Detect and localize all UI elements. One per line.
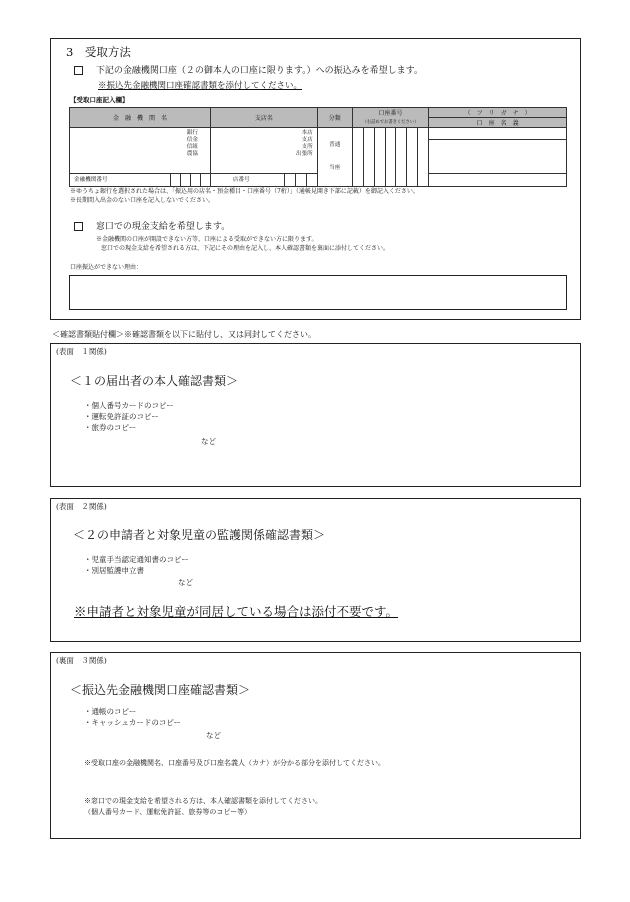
branch-type-3: 出張所	[295, 150, 313, 157]
option1-checkbox[interactable]	[74, 66, 83, 75]
option1-note: ※振込先金融機関口座確認書類を添付してください。	[98, 81, 303, 91]
account-digit[interactable]	[418, 128, 429, 187]
option2-note1: ※金融機関の口座が開設できない方等、口座による受取ができない方に限ります。	[96, 236, 318, 243]
box3-item: ・通帳のコピー	[84, 707, 137, 716]
box3-title: ＜振込先金融機関口座確認書類＞	[70, 683, 251, 697]
branch-code-digit[interactable]	[295, 174, 306, 186]
option1-label: 下記の金融機関口座（２の御本人の口座に限ります。）への振込みを希望します。	[95, 66, 423, 76]
branch-code-digit[interactable]	[306, 174, 317, 186]
type-header: 分類	[317, 108, 352, 128]
box2-emphasis: ※申請者と対象児童が同居している場合は添付不要です。	[74, 604, 399, 619]
branch-code-digit[interactable]	[284, 174, 295, 186]
note-yucho: ※ゆうちょ銀行を選択された場合は、「振込用の店名・預金種目・口座番号（7桁）」（通帳見開き下部に記載）を御記入ください。	[70, 188, 419, 195]
branch-code-label: 店番号	[232, 176, 250, 183]
branch-code-cell	[210, 174, 317, 187]
box2-label: (表面 ２関係)	[56, 502, 107, 511]
account-digit[interactable]	[385, 128, 396, 187]
box1-item: ・運転免許証のコピー	[84, 412, 159, 421]
account-no-note: （右詰めでお書きください）	[352, 118, 429, 128]
box3-note2: ※窓口での現金支給を希望される方は、本人確認書類を添付してください。	[84, 797, 322, 805]
type-cell[interactable]	[317, 128, 352, 187]
box1-item: ・個人番号カードのコピー	[84, 401, 174, 410]
furigana-header: （ フ リ ガ ナ ）	[429, 108, 567, 118]
box2-item: ・児童手当認定通知書のコピー	[84, 555, 189, 564]
option2-checkbox[interactable]	[74, 222, 83, 231]
reason-label: 口座振込ができない理由：	[70, 264, 143, 271]
box2-etc: など	[178, 578, 193, 587]
bank-code-cell	[70, 174, 211, 187]
box3-note1: ※受取口座の金融機関名、口座番号及び口座名義人（カナ）が分かる部分を添付してください。	[84, 759, 385, 767]
branch-type-0: 本店	[301, 130, 313, 136]
option1-row	[74, 66, 423, 77]
bank-code-digit[interactable]	[200, 174, 210, 186]
box1-etc: など	[201, 437, 216, 446]
box2-title: ＜２の申請者と対象児童の監護関係確認書類＞	[73, 528, 326, 542]
bank-type-0: 銀行	[186, 130, 198, 136]
bank-code-digit[interactable]	[180, 174, 190, 186]
table-title: 【受取口座記入欄】	[70, 96, 129, 104]
bank-name-cell[interactable]	[70, 128, 211, 174]
branch-name-cell[interactable]	[210, 128, 317, 174]
option2-row	[74, 222, 230, 233]
section3-title: 3 受取方法	[66, 45, 131, 59]
box1-label: (表面 １関係)	[56, 347, 107, 356]
account-table	[69, 107, 567, 187]
note-dormant: ※長期間入出金のない口座を記入しないでください。	[70, 197, 215, 204]
holder-header: 口 座 名 義	[429, 118, 567, 128]
account-digit[interactable]	[396, 128, 407, 187]
attach-header: ＜確認書類貼付欄＞※確認書類を以下に貼付し、又は同封してください。	[52, 330, 316, 339]
bank-type-1: 信金	[186, 136, 198, 143]
acct-type-1: 当座	[329, 165, 341, 171]
box1-item: ・旅券のコピー	[84, 423, 137, 432]
bank-code-digit[interactable]	[190, 174, 200, 186]
bank-name-header: 金 融 機 関 名	[70, 108, 211, 128]
box3-etc: など	[206, 731, 221, 740]
branch-type-2: 支所	[301, 143, 313, 150]
account-digit[interactable]	[407, 128, 418, 187]
option2-note2: 窓口での現金支給を希望される方は、下記にその理由を記入し、本人確認書類を裏面に添付してください。	[101, 245, 390, 252]
branch-type-1: 支店	[301, 136, 313, 143]
box3-item: ・キャッシュカードのコピー	[84, 718, 182, 727]
holder-furigana-cell[interactable]	[429, 128, 567, 174]
acct-type-0: 普通	[329, 142, 341, 149]
box3-label: (裏面 ３関係)	[56, 656, 107, 665]
box3-note3: （個人番号カード、運転免許証、旅券等のコピー等）	[84, 808, 252, 816]
box2-item: ・別居監護申立書	[84, 566, 144, 575]
bank-type-2: 信組	[186, 143, 198, 150]
option2-label: 窓口での現金支給を希望します。	[95, 222, 231, 232]
account-digit[interactable]	[363, 128, 374, 187]
bank-type-3: 農協	[186, 150, 198, 157]
account-digit[interactable]	[374, 128, 385, 187]
reason-input[interactable]	[69, 275, 567, 310]
box1-title: ＜１の届出者の本人確認書類＞	[70, 374, 239, 388]
bank-code-digit[interactable]	[170, 174, 180, 186]
branch-name-header: 支店名	[210, 108, 317, 128]
holder-name-cell[interactable]	[429, 174, 567, 187]
account-digit[interactable]	[352, 128, 363, 187]
bank-code-label: 金融機関番号	[74, 176, 108, 183]
account-no-header: 口座番号	[352, 108, 429, 118]
